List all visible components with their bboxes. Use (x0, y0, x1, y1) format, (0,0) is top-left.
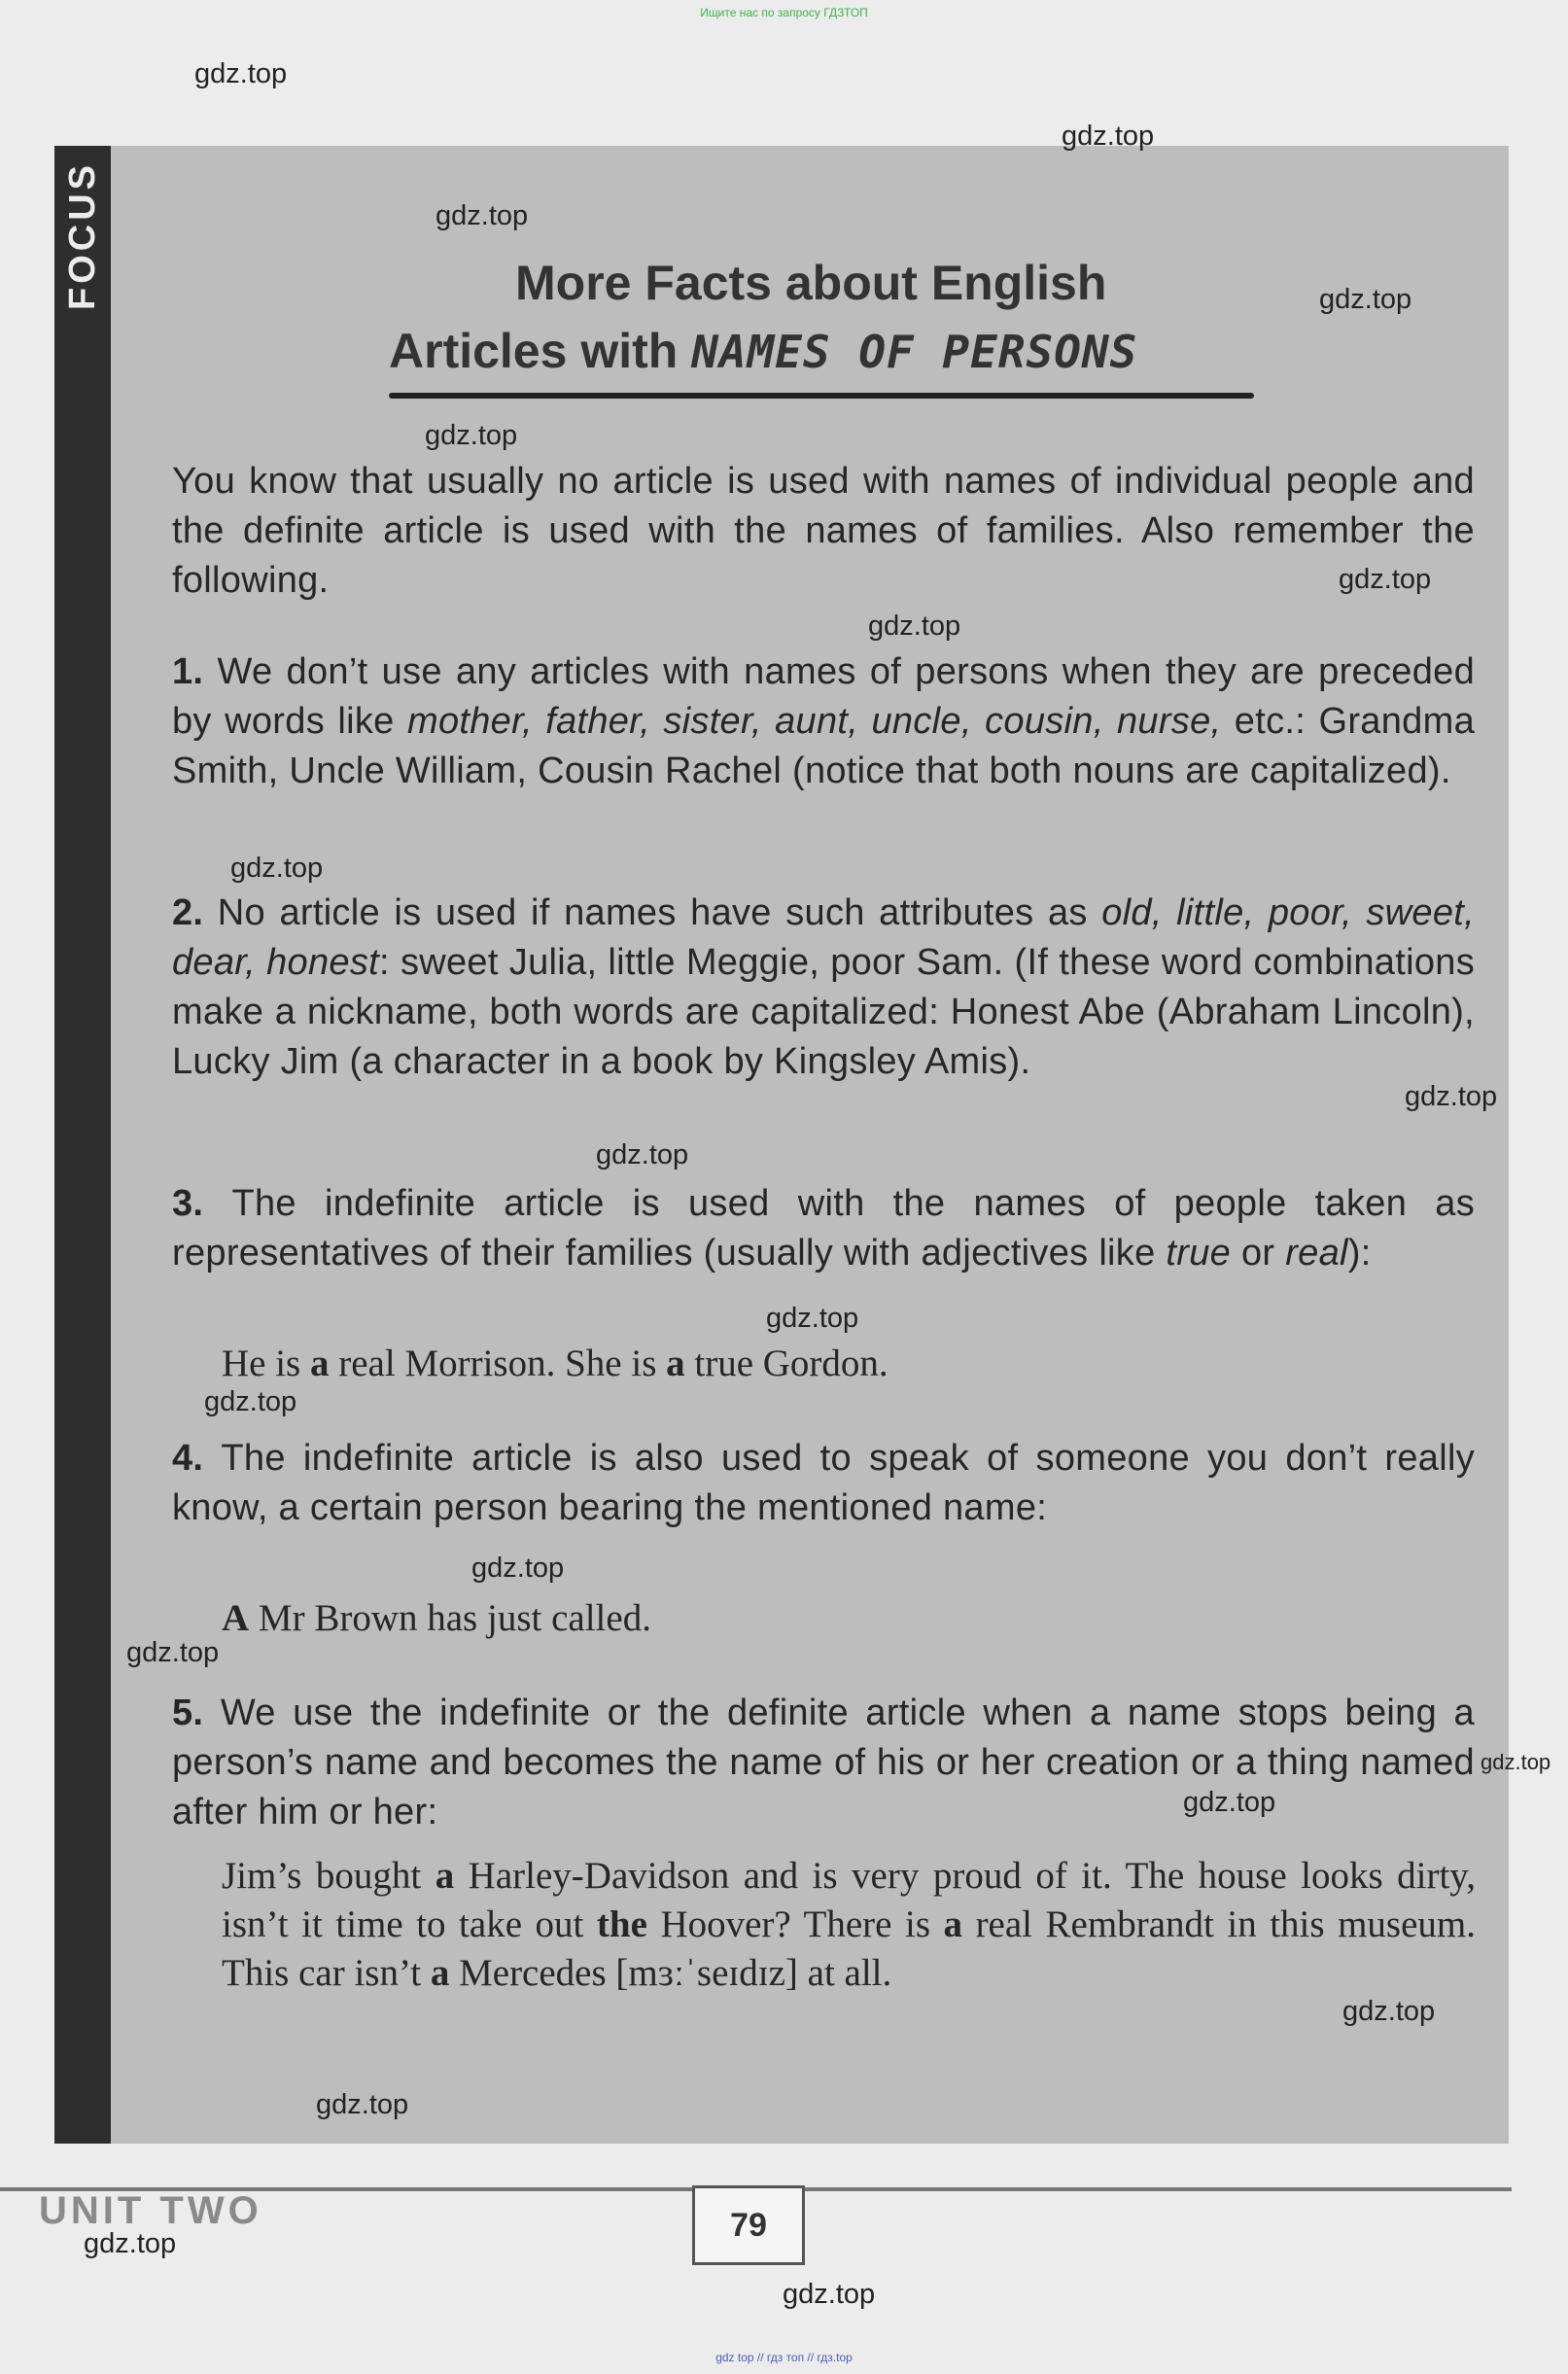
italic-text: old, little, poor, sweet, dear, honest (172, 892, 1475, 983)
bold-text: a (430, 1952, 450, 1994)
subtitle-handwritten: NAMES OF PERSONS (691, 326, 1138, 378)
rule-text: He is (222, 1343, 310, 1384)
watermark: gdz.top (1342, 1996, 1436, 2027)
rule-number: 5. (172, 1693, 221, 1733)
watermark: gdz.top (126, 1637, 220, 1668)
rule-4-example (222, 1594, 1476, 1643)
rule-number: 2. (172, 892, 218, 933)
watermark: gdz.top (766, 1303, 859, 1334)
focus-sidebar (54, 146, 111, 2144)
bold-text: A (222, 1597, 250, 1639)
bottom-footer: gdz top // гдз топ // гдз.top (715, 2351, 853, 2364)
watermark: gdz.top (868, 611, 961, 642)
rule-4 (172, 1434, 1475, 1533)
top-banner: Ищите нас по запросу ГДЗТОП (700, 6, 868, 19)
focus-panel (89, 146, 1509, 2144)
watermark: gdz.top (783, 2279, 876, 2310)
rule-text: : sweet Julia, little Meggie, poor Sam. (If these word combinations make a nickname, both words are capitalized: Honest Abe (Abraham Lincoln), Lucky Jim (a character in a book by Kingsley Amis). (172, 942, 1475, 1082)
rule-text: Mr Brown has just called. (249, 1597, 651, 1639)
rule-text: real Rembrandt in this museum. This car isn’t (222, 1903, 1477, 1994)
watermark: gdz.top (204, 1386, 297, 1417)
watermark: gdz.top (1481, 1750, 1551, 1774)
rule-text: or (1231, 1233, 1286, 1274)
rule-1 (172, 647, 1475, 796)
rule-5-example (222, 1852, 1476, 1998)
rule-2 (172, 889, 1475, 1087)
watermark: gdz.top (1319, 284, 1412, 315)
bold-text: the (596, 1903, 647, 1945)
rule-text: No article is used if names have such attributes as (217, 892, 1102, 933)
bold-text: a (435, 1855, 455, 1897)
bold-text: a (310, 1343, 330, 1384)
watermark: gdz.top (1062, 121, 1155, 152)
rule-text: Harley-Davidson and is very proud of it. The house looks dirty, isn’t it time to take out (222, 1855, 1476, 1945)
rule-text: The indefinite article is used with the names of people taken as representatives of their families (usually with adjectives like (172, 1183, 1476, 1274)
page-title: More Facts about English (515, 256, 1107, 310)
rule-text: true Gordon. (684, 1343, 889, 1384)
rule-number: 3. (172, 1183, 232, 1224)
bold-text: a (943, 1903, 963, 1945)
rule-5 (172, 1689, 1475, 1837)
watermark: gdz.top (316, 2089, 409, 2120)
rule-text: etc.: Grandma Smith, Uncle William, Cousin Rachel (notice that both nouns are capitalized). (172, 701, 1476, 791)
watermark: gdz.top (84, 2228, 177, 2259)
watermark: gdz.top (1339, 564, 1432, 595)
subtitle-prefix: Articles with (389, 324, 692, 378)
rule-text: real Morrison. She is (329, 1343, 667, 1384)
rule-text: Hoover? There is (646, 1903, 944, 1945)
rule-number: 1. (172, 651, 218, 692)
rule-text: Jim’s bought (222, 1855, 436, 1897)
watermark: gdz.top (425, 420, 518, 451)
watermark: gdz.top (436, 200, 529, 231)
watermark: gdz.top (194, 58, 288, 89)
rule-text: We don’t use any articles with names of persons when they are preceded by words like (172, 651, 1475, 742)
rule-text: ): (1347, 1233, 1372, 1274)
watermark: gdz.top (230, 853, 324, 884)
rule-3 (172, 1179, 1475, 1278)
rule-text: The indefinite article is also used to speak of someone you don’t really know, a certain person bearing the mentioned name: (172, 1438, 1475, 1528)
watermark: gdz.top (1405, 1081, 1498, 1112)
page-number: 79 (692, 2185, 805, 2265)
italic-text: real (1285, 1233, 1348, 1274)
rule-number: 4. (172, 1438, 222, 1479)
bold-text: a (666, 1343, 685, 1384)
focus-label (54, 156, 111, 418)
italic-text: mother, father, sister, aunt, uncle, cousin, nurse, (407, 701, 1222, 742)
watermark: gdz.top (596, 1139, 689, 1170)
title-underline (389, 393, 1254, 399)
rule-text: We use the indefinite or the definite article when a name stops being a person’s name and becomes the name of his or her creation or a thing named after him or her: (172, 1693, 1475, 1833)
italic-text: true (1166, 1233, 1232, 1274)
unit-label: UNIT TWO (39, 2189, 262, 2232)
focus-text: FOCUS (61, 161, 103, 310)
rule-text: Mercedes [mɜːˈseɪdɪz] at all. (449, 1952, 892, 1994)
intro-paragraph: You know that usually no article is used with names of individual people and the definite article is used with the names of families. Also remember the following. (172, 461, 1475, 601)
watermark: gdz.top (471, 1553, 565, 1584)
rule-3-example (222, 1340, 1476, 1388)
watermark: gdz.top (1183, 1787, 1276, 1818)
page-subtitle (389, 323, 1264, 379)
